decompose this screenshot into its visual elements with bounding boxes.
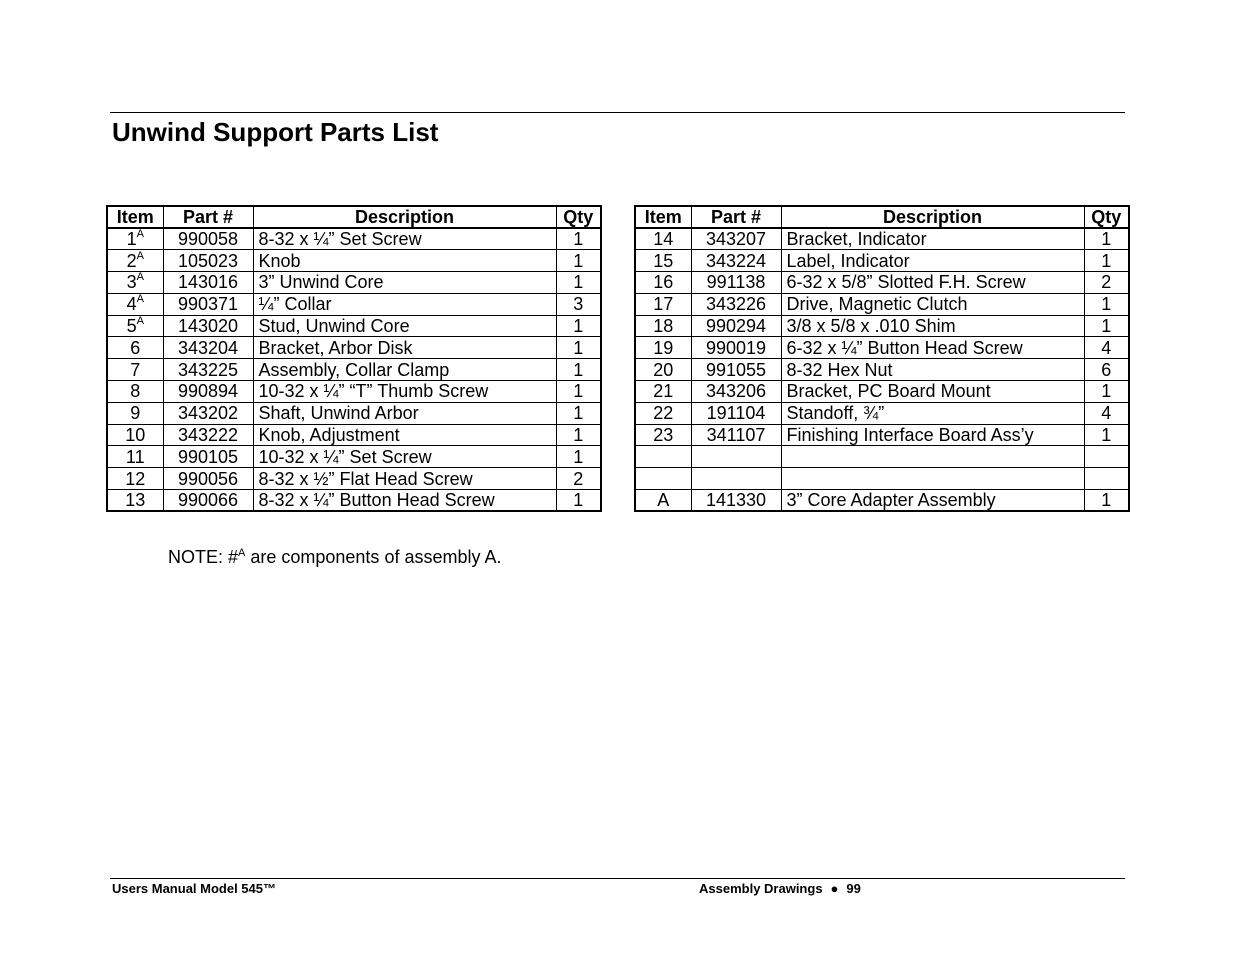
- cell-qty: 1: [556, 250, 601, 272]
- cell-item: [107, 272, 163, 294]
- cell-item: [107, 228, 163, 250]
- cell-description: Bracket, PC Board Mount: [781, 381, 1084, 403]
- item-number: 3: [126, 272, 137, 293]
- item-number: 21: [653, 381, 674, 402]
- cell-description: 10-32 x ¼” Set Screw: [253, 446, 556, 468]
- cell-qty: 1: [556, 228, 601, 250]
- cell-description: 10-32 x ¼” “T” Thumb Screw: [253, 381, 556, 403]
- cell-item: [635, 446, 691, 468]
- table-row: [635, 315, 1129, 337]
- cell-qty: 6: [1084, 359, 1129, 381]
- cell-item: [635, 424, 691, 446]
- cell-qty: 1: [1084, 315, 1129, 337]
- item-superscript: A: [136, 271, 144, 284]
- cell-part-number: 343222: [163, 424, 253, 446]
- cell-qty: 1: [556, 272, 601, 294]
- table-row: [107, 228, 601, 250]
- cell-part-number: 343206: [691, 381, 781, 403]
- cell-description: Knob: [253, 250, 556, 272]
- cell-item: [635, 228, 691, 250]
- cell-qty: 1: [556, 424, 601, 446]
- item-number: 10: [125, 425, 146, 446]
- table-row: [635, 446, 1129, 468]
- cell-part-number: 343207: [691, 228, 781, 250]
- item-number: 5: [126, 316, 137, 337]
- cell-qty: 1: [1084, 228, 1129, 250]
- cell-item: [635, 293, 691, 315]
- cell-qty: 1: [1084, 293, 1129, 315]
- cell-item: [635, 381, 691, 403]
- cell-qty: 4: [1084, 337, 1129, 359]
- cell-qty: 1: [556, 337, 601, 359]
- cell-qty: 2: [556, 468, 601, 490]
- footer-page-number: 99: [846, 881, 861, 896]
- cell-item: [107, 446, 163, 468]
- cell-description: 6-32 x ¼” Button Head Screw: [781, 337, 1084, 359]
- note-suffix: are components of assembly A.: [245, 547, 502, 567]
- cell-item: [107, 402, 163, 424]
- cell-description: Knob, Adjustment: [253, 424, 556, 446]
- item-number: 9: [130, 403, 141, 424]
- item-number: 8: [130, 381, 141, 402]
- item-number: 11: [125, 446, 145, 467]
- cell-part-number: [691, 468, 781, 490]
- table-row: [635, 490, 1129, 512]
- cell-qty: 1: [556, 381, 601, 403]
- cell-item: [635, 337, 691, 359]
- cell-qty: [1084, 468, 1129, 490]
- cell-part-number: 990058: [163, 228, 253, 250]
- item-number: A: [657, 490, 670, 511]
- cell-description: [781, 446, 1084, 468]
- column-header-qty: Qty: [556, 206, 601, 228]
- cell-qty: 1: [1084, 381, 1129, 403]
- cell-description: 8-32 Hex Nut: [781, 359, 1084, 381]
- table-row: [635, 228, 1129, 250]
- table-row: [107, 468, 601, 490]
- cell-item: [635, 468, 691, 490]
- table-row: [107, 402, 601, 424]
- note-superscript: A: [238, 547, 246, 559]
- cell-part-number: 991055: [691, 359, 781, 381]
- cell-item: [635, 490, 691, 512]
- item-number: 12: [125, 468, 146, 489]
- table-row: [107, 272, 601, 294]
- cell-part-number: 343202: [163, 402, 253, 424]
- cell-description: 3” Unwind Core: [253, 272, 556, 294]
- column-header-description: Description: [253, 206, 556, 228]
- table-header-row: [107, 206, 601, 228]
- item-superscript: A: [136, 315, 144, 328]
- table-row: [635, 468, 1129, 490]
- cell-item: [107, 490, 163, 512]
- column-header-item: Item: [107, 206, 163, 228]
- cell-description: Stud, Unwind Core: [253, 315, 556, 337]
- cell-part-number: 141330: [691, 490, 781, 512]
- cell-item: [635, 272, 691, 294]
- item-number: 18: [653, 316, 674, 337]
- cell-part-number: 990294: [691, 315, 781, 337]
- cell-part-number: 990371: [163, 293, 253, 315]
- cell-description: Assembly, Collar Clamp: [253, 359, 556, 381]
- cell-part-number: 990105: [163, 446, 253, 468]
- table-row: [107, 381, 601, 403]
- cell-item: [635, 250, 691, 272]
- item-number: 22: [653, 403, 674, 424]
- cell-description: Standoff, ¾”: [781, 402, 1084, 424]
- table-row: [107, 337, 601, 359]
- item-number: 17: [653, 294, 674, 315]
- item-number: 20: [653, 359, 674, 380]
- footer-section: [699, 881, 861, 897]
- cell-description: 8-32 x ¼” Set Screw: [253, 228, 556, 250]
- cell-qty: 1: [1084, 424, 1129, 446]
- cell-description: Drive, Magnetic Clutch: [781, 293, 1084, 315]
- cell-item: [107, 337, 163, 359]
- table-row: [635, 381, 1129, 403]
- cell-description: Shaft, Unwind Arbor: [253, 402, 556, 424]
- cell-description: 3/8 x 5/8 x .010 Shim: [781, 315, 1084, 337]
- item-number: 14: [653, 229, 674, 250]
- cell-qty: 1: [556, 402, 601, 424]
- parts-table-right: [634, 205, 1130, 512]
- cell-description: ¼” Collar: [253, 293, 556, 315]
- table-row: [635, 337, 1129, 359]
- header-rule: [110, 112, 1125, 113]
- table-row: [635, 359, 1129, 381]
- cell-description: 8-32 x ¼” Button Head Screw: [253, 490, 556, 512]
- table-row: [635, 293, 1129, 315]
- item-number: 16: [653, 272, 674, 293]
- cell-item: [107, 424, 163, 446]
- table-row: [107, 359, 601, 381]
- table-row: [107, 490, 601, 512]
- item-superscript: A: [136, 293, 144, 306]
- cell-part-number: 143020: [163, 315, 253, 337]
- cell-description: 6-32 x 5/8” Slotted F.H. Screw: [781, 272, 1084, 294]
- column-header-part: Part #: [163, 206, 253, 228]
- cell-item: [107, 381, 163, 403]
- cell-part-number: 990894: [163, 381, 253, 403]
- cell-description: Bracket, Arbor Disk: [253, 337, 556, 359]
- table-row: [635, 424, 1129, 446]
- footer-manual-title: Users Manual Model 545™: [112, 881, 276, 896]
- assembly-note: [168, 545, 502, 569]
- item-number: 4: [126, 294, 137, 315]
- table-row: [107, 446, 601, 468]
- cell-description: Finishing Interface Board Ass’y: [781, 424, 1084, 446]
- cell-part-number: 990056: [163, 468, 253, 490]
- cell-description: Label, Indicator: [781, 250, 1084, 272]
- cell-item: [107, 315, 163, 337]
- cell-item: [635, 315, 691, 337]
- item-number: 15: [653, 250, 674, 271]
- cell-description: 8-32 x ½” Flat Head Screw: [253, 468, 556, 490]
- cell-item: [635, 402, 691, 424]
- item-number: 6: [130, 337, 141, 358]
- cell-part-number: 143016: [163, 272, 253, 294]
- cell-qty: 1: [1084, 490, 1129, 512]
- cell-qty: 1: [556, 490, 601, 512]
- cell-qty: 3: [556, 293, 601, 315]
- footer-rule: [110, 878, 1125, 879]
- table-row: [635, 402, 1129, 424]
- table-row: [107, 424, 601, 446]
- item-number: 7: [130, 359, 141, 380]
- cell-part-number: 343204: [163, 337, 253, 359]
- column-header-qty: Qty: [1084, 206, 1129, 228]
- cell-qty: 1: [556, 446, 601, 468]
- cell-item: [107, 293, 163, 315]
- item-number: 19: [653, 337, 674, 358]
- column-header-item: Item: [635, 206, 691, 228]
- note-prefix: NOTE: #: [168, 547, 239, 567]
- cell-qty: 1: [1084, 250, 1129, 272]
- table-row: [635, 250, 1129, 272]
- cell-item: [635, 359, 691, 381]
- cell-part-number: 105023: [163, 250, 253, 272]
- column-header-part: Part #: [691, 206, 781, 228]
- column-header-description: Description: [781, 206, 1084, 228]
- cell-part-number: 990019: [691, 337, 781, 359]
- table-row: [107, 315, 601, 337]
- cell-part-number: [691, 446, 781, 468]
- item-number: 23: [653, 425, 674, 446]
- cell-description: [781, 468, 1084, 490]
- cell-qty: 2: [1084, 272, 1129, 294]
- page-title: Unwind Support Parts List: [112, 117, 439, 147]
- cell-item: [107, 468, 163, 490]
- cell-part-number: 191104: [691, 402, 781, 424]
- table-header-row: [635, 206, 1129, 228]
- cell-part-number: 343224: [691, 250, 781, 272]
- cell-qty: 1: [556, 315, 601, 337]
- cell-item: [107, 359, 163, 381]
- cell-qty: [1084, 446, 1129, 468]
- cell-qty: 4: [1084, 402, 1129, 424]
- bullet-icon: ●: [830, 881, 839, 896]
- cell-part-number: 343225: [163, 359, 253, 381]
- cell-part-number: 990066: [163, 490, 253, 512]
- cell-description: Bracket, Indicator: [781, 228, 1084, 250]
- cell-part-number: 341107: [691, 424, 781, 446]
- table-row: [107, 250, 601, 272]
- item-superscript: A: [136, 228, 144, 241]
- cell-item: [107, 250, 163, 272]
- cell-description: 3” Core Adapter Assembly: [781, 490, 1084, 512]
- table-row: [635, 272, 1129, 294]
- footer-section-name: Assembly Drawings: [699, 881, 823, 896]
- cell-part-number: 343226: [691, 293, 781, 315]
- item-superscript: A: [136, 249, 144, 262]
- item-number: 1: [126, 229, 137, 250]
- parts-table-left: [106, 205, 602, 512]
- item-number: 13: [125, 490, 146, 511]
- item-number: 2: [126, 250, 137, 271]
- table-row: [107, 293, 601, 315]
- cell-qty: 1: [556, 359, 601, 381]
- cell-part-number: 991138: [691, 272, 781, 294]
